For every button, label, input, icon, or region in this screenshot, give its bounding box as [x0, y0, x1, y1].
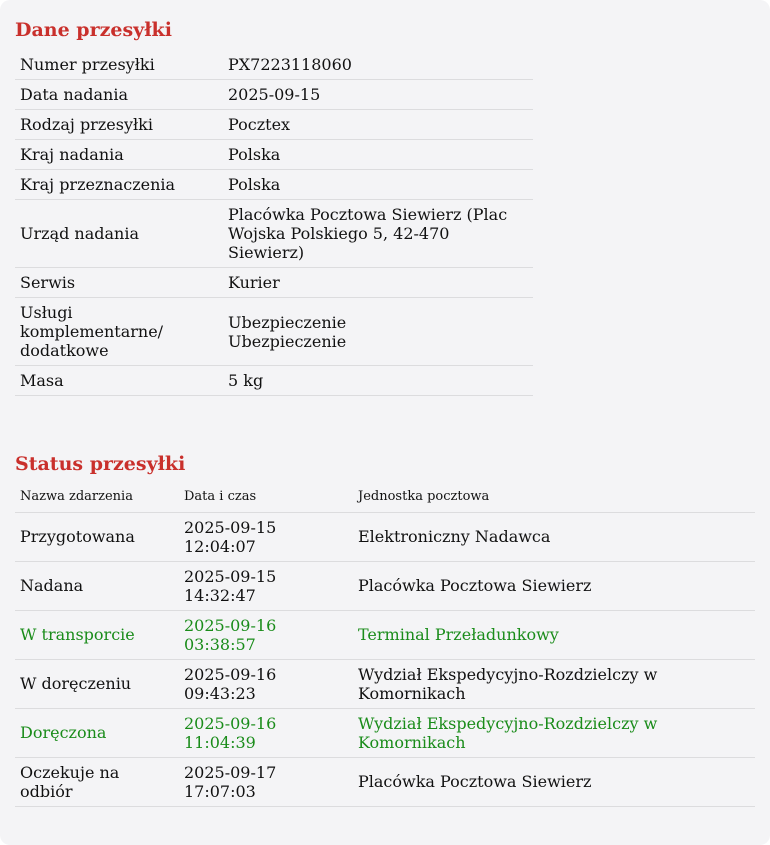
details-row-post-office: [15, 200, 533, 268]
event-time: 11:04:39: [184, 732, 256, 752]
details-label: Kraj nadania: [15, 140, 223, 170]
details-title: Dane przesyłki: [15, 19, 172, 41]
event-time: 12:04:07: [184, 536, 256, 556]
status-row: [15, 757, 755, 806]
details-value: Pocztex: [223, 110, 533, 140]
details-row-service: [15, 268, 533, 298]
event-unit: Placówka Pocztowa Siewierz: [353, 757, 755, 806]
details-label: Data nadania: [15, 80, 223, 110]
tracking-number: PX7223118060: [223, 50, 533, 80]
event-datetime: [179, 757, 353, 806]
details-row-origin-country: [15, 140, 533, 170]
event-name: Oczekuje na odbiór: [15, 757, 179, 806]
details-row-type: [15, 110, 533, 140]
status-row: [15, 561, 755, 610]
extra-service-item: Ubezpieczenie: [228, 312, 347, 332]
details-value: 5 kg: [223, 366, 533, 396]
details-label: Urząd nadania: [15, 200, 223, 268]
details-value: Placówka Pocztowa Siewierz (Plac Wojska Polskiego 5, 42-470 Siewierz): [223, 200, 533, 268]
event-time: 14:32:47: [184, 585, 256, 605]
event-name: Doręczona: [15, 708, 179, 757]
details-label: Masa: [15, 366, 223, 396]
event-date: 2025-09-16: [184, 664, 277, 684]
event-datetime: [179, 561, 353, 610]
details-label: Rodzaj przesyłki: [15, 110, 223, 140]
event-time: 03:38:57: [184, 634, 256, 654]
event-name: W doręczeniu: [15, 659, 179, 708]
details-label: Usługi komplementarne/ dodatkowe: [15, 298, 223, 366]
event-unit: Wydział Ekspedycyjno-Rozdzielczy w Komornikach: [353, 659, 755, 708]
event-datetime: [179, 610, 353, 659]
status-row-highlighted: [15, 708, 755, 757]
details-value: Polska: [223, 140, 533, 170]
status-row: [15, 512, 755, 561]
status-row: [15, 659, 755, 708]
status-row-highlighted: [15, 610, 755, 659]
event-datetime: [179, 512, 353, 561]
event-name: W transporcie: [15, 610, 179, 659]
event-date: 2025-09-17: [184, 762, 277, 782]
status-title: Status przesyłki: [15, 453, 186, 475]
event-date: 2025-09-16: [184, 615, 277, 635]
column-header-datetime: Data i czas: [179, 482, 353, 512]
details-table: [15, 50, 533, 396]
status-header-row: [15, 482, 755, 512]
details-row-extra-services: [15, 298, 533, 366]
status-table: [15, 482, 755, 807]
event-time: 17:07:03: [184, 781, 256, 801]
event-unit: Wydział Ekspedycyjno-Rozdzielczy w Komornikach: [353, 708, 755, 757]
event-date: 2025-09-15: [184, 517, 277, 537]
details-label: Serwis: [15, 268, 223, 298]
details-row-send-date: [15, 80, 533, 110]
details-row-destination-country: [15, 170, 533, 200]
event-unit: Placówka Pocztowa Siewierz: [353, 561, 755, 610]
event-time: 09:43:23: [184, 683, 256, 703]
event-datetime: [179, 659, 353, 708]
details-label: Numer przesyłki: [15, 50, 223, 80]
extra-service-item: Ubezpieczenie: [228, 331, 347, 351]
column-header-event: Nazwa zdarzenia: [15, 482, 179, 512]
event-unit: Terminal Przeładunkowy: [353, 610, 755, 659]
details-row-weight: [15, 366, 533, 396]
event-unit: Elektroniczny Nadawca: [353, 512, 755, 561]
details-label: Kraj przeznaczenia: [15, 170, 223, 200]
details-row-number: [15, 50, 533, 80]
details-value: [223, 298, 533, 366]
event-name: Nadana: [15, 561, 179, 610]
event-date: 2025-09-16: [184, 713, 277, 733]
event-name: Przygotowana: [15, 512, 179, 561]
details-value: Polska: [223, 170, 533, 200]
event-datetime: [179, 708, 353, 757]
details-value: 2025-09-15: [223, 80, 533, 110]
column-header-unit: Jednostka pocztowa: [353, 482, 755, 512]
details-value: Kurier: [223, 268, 533, 298]
event-date: 2025-09-15: [184, 566, 277, 586]
